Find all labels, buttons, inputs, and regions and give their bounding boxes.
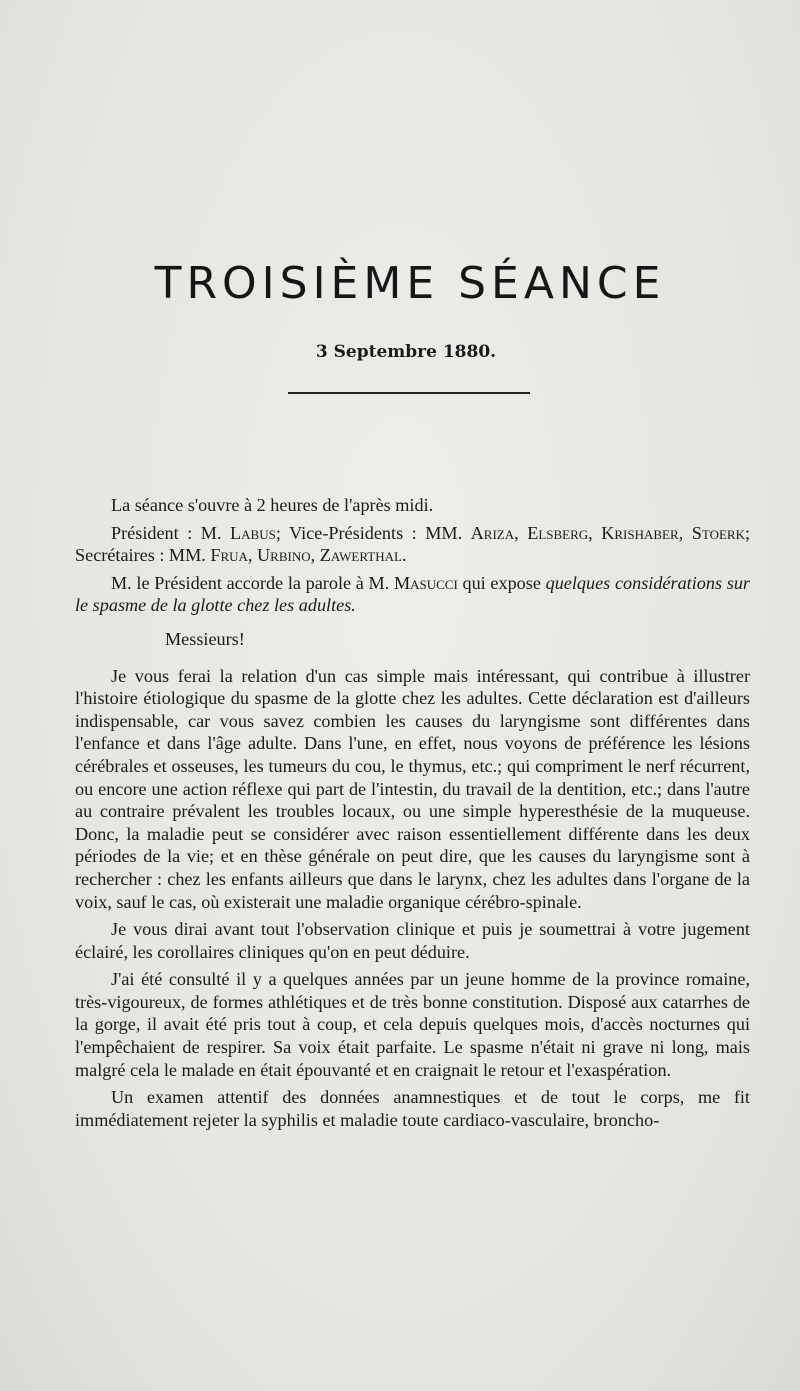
name-krishaber: Krishaber: [601, 522, 679, 543]
session-title: TROISIÈME SÉANCE: [154, 258, 666, 309]
paragraph-3: J'ai été consulté il y a quelques années par un jeune homme de la province romaine, très-vigoureux, de formes athlétiques et de très bonne constitution. Disposé aux catarrhes de la gorge, il avait été pris tout à coup, et cela depuis quelques mois, d'accès nocturnes qui l'empêchaient de respirer. Sa voix était parfaite. Le spasme n'était ni grave ni long, mais malgré cela le malade en était épouvanté et en craignait le retour et l'exaspération.: [75, 969, 750, 1080]
title-rule: [288, 392, 530, 394]
session-date: 3 Septembre 1880.: [315, 342, 497, 362]
name-urbino: Urbino: [257, 545, 311, 566]
floor-text: qui expose: [462, 572, 541, 593]
officers-text: Président : M.: [111, 522, 222, 543]
floor-paragraph: [75, 572, 750, 617]
name-stoerk: Stoerk: [691, 522, 745, 543]
officers-text: ,: [514, 522, 519, 543]
opening-paragraph: La séance s'ouvre à 2 heures de l'après midi.: [111, 495, 434, 515]
officers-paragraph: [75, 522, 750, 567]
body-text: [75, 494, 750, 1136]
name-zawerthal: Zawerthal: [319, 545, 402, 566]
salutation: Messieurs!: [165, 628, 245, 649]
name-masucci: Masucci: [393, 572, 458, 593]
officers-text: ; Vice-Présidents : MM.: [275, 522, 463, 543]
name-elsberg: Elsberg: [527, 522, 589, 543]
name-labus: Labus: [230, 522, 276, 543]
officers-text: ; Secrétaires : MM.: [75, 522, 751, 566]
officers-text: ,: [310, 545, 316, 566]
officers-text: ,: [588, 522, 593, 543]
officers-text: .: [401, 545, 407, 566]
floor-text: M. le Président accorde la parole à M.: [111, 572, 390, 593]
name-frua: Frua: [210, 545, 248, 566]
officers-text: ,: [247, 545, 253, 566]
lecture-topic: quelques considérations sur le spasme de la glotte chez les adultes.: [75, 572, 750, 616]
name-ariza: Ariza: [470, 522, 515, 543]
paragraph-1: Je vous ferai la relation d'un cas simple mais intéressant, qui contribue à illustrer l'histoire étiologique du spasme de la glotte chez les adultes. Cette déclaration est d'ailleurs indispensable, car vous savez combien les causes du laryngisme sont différentes dans l'enfance et dans l'âge adulte. Dans l'une, en effet, nous voyons de préférence les lésions cérébrales et osseuses, les tumeurs du cou, le thymus, etc.; qui compriment le nerf récurrent, ou encore une action réflexe qui part de l'intestin, du travail de la dentition, etc.; dans l'autre au contraire prévalent les troubles locaux, ou une simple hyperesthésie de la muqueuse. Donc, la maladie peut se considérer avec raison essentiellement différente dans les deux périodes de la vie; et en thèse générale on peut dire, que les causes du laryngisme sont à rechercher : chez les enfants ailleurs que dans le larynx, chez les adultes dans l'organe de la voix, sauf le cas, où existerait une maladie organique cérébro-spinale.: [75, 665, 750, 912]
paragraph-4: Un examen attentif des données anamnestiques et de tout le corps, me fit immédiatement rejeter la syphilis et maladie toute cardiaco-vasculaire, broncho-: [75, 1087, 750, 1130]
paragraph-2: Je vous dirai avant tout l'observation clinique et puis je soumettrai à votre jugement éclairé, les corollaires cliniques qu'on en peut déduire.: [75, 919, 750, 962]
officers-text: ,: [678, 522, 684, 543]
